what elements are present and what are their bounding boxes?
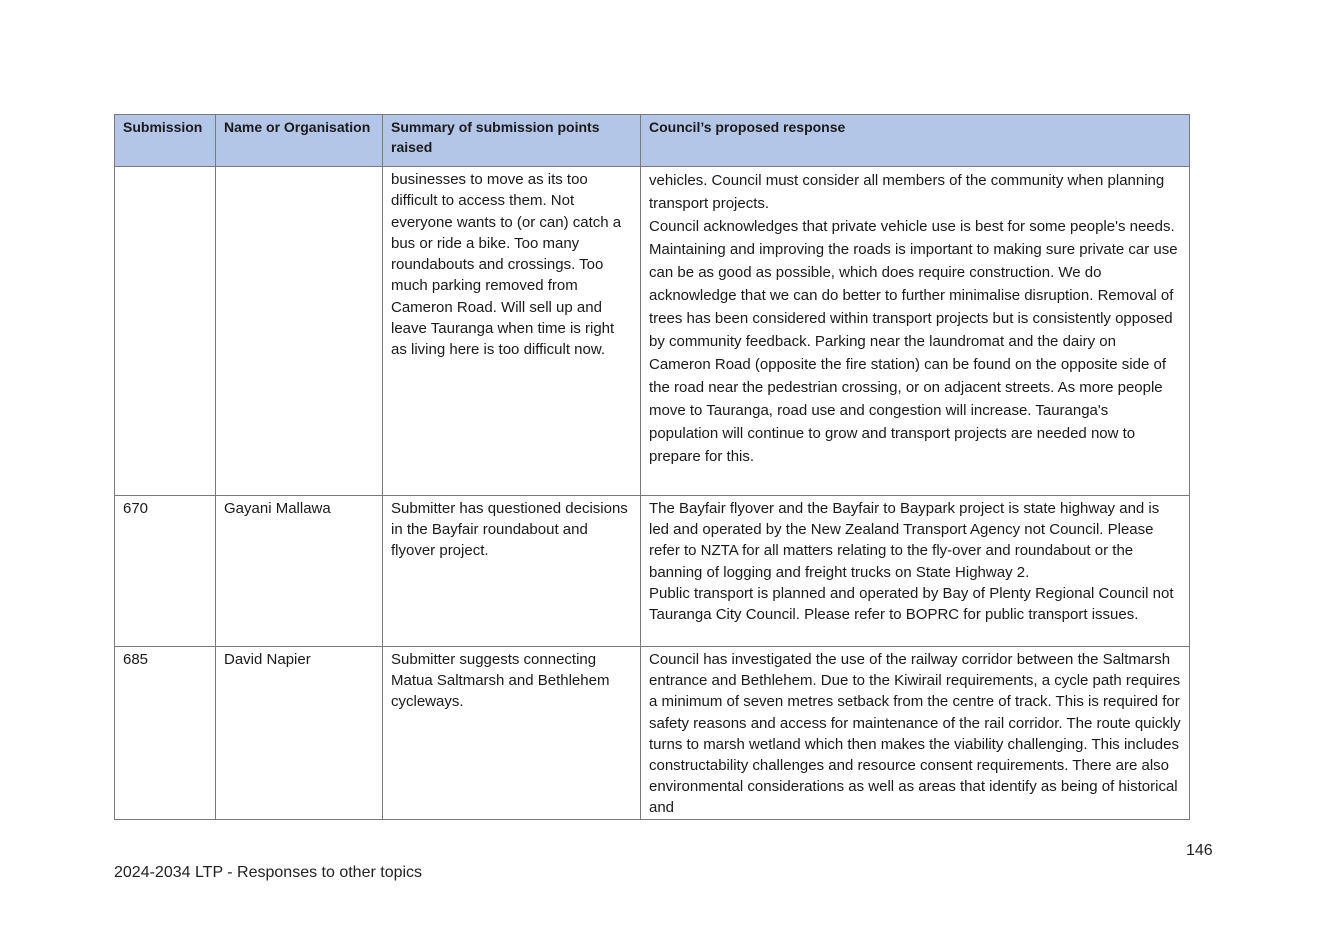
table-row	[115, 496, 1190, 647]
cell-response	[641, 496, 1190, 647]
cell-name: David Napier	[216, 647, 383, 820]
response-paragraph: Council has investigated the use of the railway corridor between the Saltmarsh entrance and Bethlehem. Due to the Kiwirail requirements, a cycle path requires a minimum of seven metres setback from the centre of track. This is required for safety reasons and access for maintenance of the rail corridor. The route quickly turns to marsh wetland which then makes the viability challenging. This includes constructability challenges and resource consent requirements. There are also environmental considerations as well as areas that identify as being of historical and	[649, 651, 1181, 817]
page-number: 146	[1186, 842, 1213, 859]
response-paragraph: Council acknowledges that private vehicle use is best for some people's needs. Maintaining and improving the roads is important to making sure private car use can be as good as possible, which does require construction. We do acknowledge that we can do better to further minimalise disruption. Removal of trees has been considered within transport projects but is consistently opposed by community feedback. Parking near the laundromat and the dairy on Cameron Road (opposite the fire station) can be found on the opposite side of the road near the pedestrian crossing, or on adjacent streets. As more people move to Tauranga, road use and congestion will increase. Tauranga's population will continue to grow and transport projects are needed now to prepare for this.	[649, 218, 1178, 465]
cell-summary: businesses to move as its too difficult to access them. Not everyone wants to (or can) catch a bus or ride a bike. Too many roundabouts and crossings. Too much parking removed from Cameron Road. Will sell up and leave Tauranga when time is right as living here is too difficult now.	[383, 167, 641, 496]
footer-document-title: 2024-2034 LTP - Responses to other topics	[114, 864, 423, 881]
cell-submission: 670	[115, 496, 216, 647]
submissions-table	[114, 114, 1190, 820]
cell-name	[216, 167, 383, 496]
cell-response	[641, 167, 1190, 496]
cell-response	[641, 647, 1190, 820]
response-paragraph: The Bayfair flyover and the Bayfair to Baypark project is state highway and is led and operated by the New Zealand Transport Agency not Council. Please refer to NZTA for all matters relating to the fly-over and roundabout or the banning of logging and freight trucks on State Highway 2.	[649, 500, 1160, 581]
response-paragraph: Public transport is planned and operated by Bay of Plenty Regional Council not Tauranga City Council. Please refer to BOPRC for public transport issues.	[649, 584, 1174, 624]
cell-summary: Submitter has questioned decisions in the Bayfair roundabout and flyover project.	[383, 496, 641, 647]
table-row	[115, 167, 1190, 496]
cell-name: Gayani Mallawa	[216, 496, 383, 647]
cell-submission: 685	[115, 647, 216, 820]
cell-submission	[115, 167, 216, 496]
header-council-response: Council’s proposed response	[641, 115, 1190, 167]
response-paragraph: vehicles. Council must consider all members of the community when planning transport projects.	[649, 172, 1165, 212]
header-name-or-organisation: Name or Organisation	[216, 115, 383, 167]
header-submission: Submission	[115, 115, 216, 167]
table-row	[115, 647, 1190, 820]
header-summary: Summary of submission points raised	[383, 115, 641, 167]
table-header-row	[115, 115, 1190, 167]
cell-summary: Submitter suggests connecting Matua Saltmarsh and Bethlehem cycleways.	[383, 647, 641, 820]
